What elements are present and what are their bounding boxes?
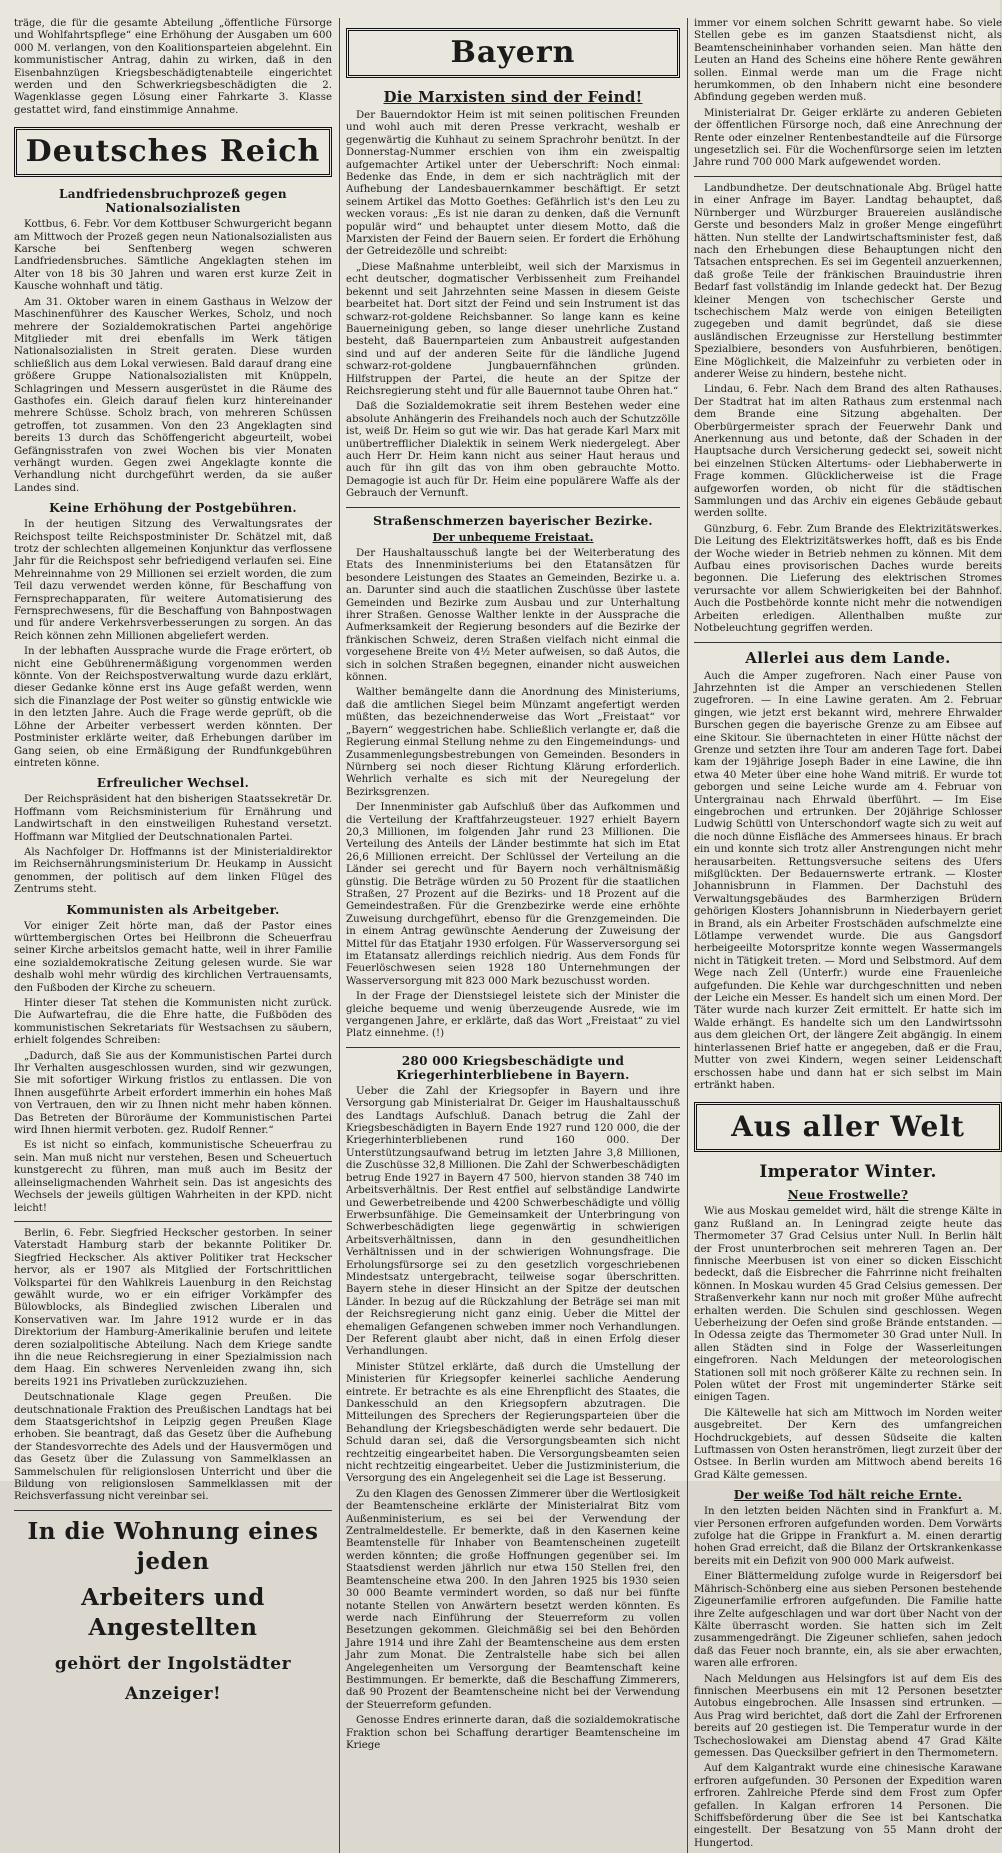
article-paragraph: Deutschnationale Klage gegen Preußen. Die deutschnationale Fraktion des Preußischen Landtags hat bei dem Staatsgerichtshof in Leipzig gegen Preußen Klage erhoben. Sie beantragt, daß das Gesetz über die Aufhebung der Standesvorrechte des Adels und der Hausvermögen und das Gesetz über die Zulassung von Sammelklassen an Sammelschulen für religionslosen Unterricht und über die Bildung von religionslosen Sammelklassen mit der Reichsverfassung nicht vereinbar sei. bbox=[14, 1392, 332, 1503]
article-paragraph: Als Nachfolger Dr. Hoffmanns ist der Ministerialdirektor im Reichsernährungsministerium Dr. Heukamp in Aussicht genommen, der politisch auf dem linken Flügel des Zentrums steht. bbox=[14, 846, 332, 896]
banner-line-1: In die Wohnung eines jeden bbox=[27, 1517, 319, 1575]
divider bbox=[694, 176, 1002, 177]
divider bbox=[346, 507, 680, 508]
article-paragraph: Ministerialrat Dr. Geiger erklärte zu anderen Gebieten der öffentlichen Fürsorge noch, daß eine Anrechnung der Rente oder einzelner Rentenbestandteile auf die Fürsorge ungesetzlich sei. Für die Wochenfürsorge seien im letzten Jahre rund 700 000 Mark aufgewendet worden. bbox=[694, 107, 1002, 169]
article-subtitle-frostwelle: Neue Frostwelle? bbox=[787, 1188, 909, 1203]
article-title-marxisten: Die Marxisten sind der Feind! bbox=[383, 88, 643, 106]
article-paragraph: Minister Stützel erklärte, daß durch die Umstellung der Ministerien für Kriegsopfer keinerlei sachliche Aenderung eintrete. Er betrachte es als eine Ehrenpflicht des Staates, die Dankesschuld an den Kriegsopfern abzutragen. Die Mitteilungen des Sprechers der Regierungsparteien über die Behandlung der Kriegsbeschädigten werde sehr bedauert. Die Schuld daran sei, daß die Versorgungsbeamten sich nicht rechtzeitig eingearbeitet haben. Die Versorgungsbeamten seien nicht rechtzeitig eingearbeitet. Ueber die Justizministerium, die Versorgung des ein Angelegenheit sei die Lage ist Besserung. bbox=[346, 1361, 680, 1485]
article-paragraph: Es ist nicht so einfach, kommunistische Scheuerfrau zu sein. Man muß nicht nur verstehen, Besen und Scheuertuch kunstgerecht zu führen, man muß auch im Besitz der alleinseligmachenden Wahrheit sein. Das ist angesichts des Wechsels der jeweils gültigen Wahrheiten in der KPD. nicht leicht! bbox=[14, 1140, 332, 1214]
section-title-deutsches-reich: Deutsches Reich bbox=[14, 127, 332, 177]
article-paragraph: In den letzten beiden Nächten sind in Frankfurt a. M. vier Personen erfroren aufgefunden worden. Dem Vorwärts zufolge hat die Grippe in Frankfurt a. M. einen derartig hohen Grad erreicht, daß die Bilanz der Ortskrankenkasse bereits mit ein Defizit von 900 000 Mark aufweist. bbox=[694, 1506, 1002, 1567]
banner-line-3: gehört der Ingolstädter Anzeiger! bbox=[54, 1653, 292, 1704]
banner-line-2: Arbeiters und Angestellten bbox=[81, 1583, 265, 1641]
article-paragraph: Ueber die Zahl der Kriegsopfer in Bayern und ihre Versorgung gab Ministerialrat Dr. Geiger im Haushaltausschuß des Landtags Aufschluß. Danach betrug die Zahl der Kriegsbeschädigten in Bayern Ende 1927 rund 120 000, die der Kriegerhinterbliebenen rund 160 000. Der Unterstützungsaufwand betrug im letzten Jahre 3,8 Millionen, die Zuschüsse 32,8 Millionen. Die Zahl der Schwerbeschädigten betrug Ende 1927 in Bayern 47 500, hiervon standen 38 740 im Arbeitsverhältnis. Der Rest entfiel auf selbständige Landwirte und Gewerbetreibende und 4200 Schwerbeschädigte und völlig Erwerbsunfähige. Die Gemeinsamkeit der Unterbringung von Schwerbeschädigten liege gegenwärtig in schwierigen Arbeitsverhältnissen, dann in den gesundheitlichen Verhältnissen und in der schwierigen Wohnungsfrage. Die Erholungsfürsorge sei zu den gesetzlich vorgeschriebenen Mindestsatz untergebracht, teilweise sogar überschritten. Bayern stehe in dieser Hinsicht an der Spitze der deutschen Länder. In bezug auf die Rückzahlung der Beträge sei man mit der Reichsregierung nicht ganz einig. Ueber die Mittel der ehemaligen Gefangenen schweben immer noch Verhandlungen. Der Referent glaubt aber nicht, daß in einen Erfolg dieser Verhandlungen. bbox=[346, 1085, 680, 1358]
article-paragraph: In der Frage der Dienstsiegel leistete sich der Minister die gleiche bequeme und wenig überzeugende Ausrede, wie im vergangenen Jahre, er erklärte, daß das Wort „Freistaat“ zu viel Platz einnehme. (!) bbox=[346, 991, 680, 1040]
article-paragraph: Genosse Endres erinnerte daran, daß die sozialdemokratische Fraktion schon bei Schaffung derartiger Beamtenscheine im Kriege bbox=[346, 1715, 680, 1751]
section-title-bayern: Bayern bbox=[346, 28, 680, 78]
article-paragraph: In der lebhaften Aussprache wurde die Frage erörtert, ob nicht eine Gebührenermäßigung vorgenommen werden könnte. Von der Reichspostverwaltung wurde dazu erklärt, dieser Gedanke könne erst ins Auge gefaßt werden, wenn sich die Finanzlage der Post weiter so günstig entwickle wie in den letzten Jahre. Auch die Frage werde geprüft, ob die Löhne der Arbeiter verbessert werden könnten. Der Postminister erklärte weiter, daß Erhebungen darüber im Gang seien, ob eine Ermäßigung der Rundfunkgebühren eintreten könne. bbox=[14, 646, 332, 769]
article-title-landfriedensbruch: Landfriedensbruchprozeß gegen Nationalsozialisten bbox=[59, 187, 287, 216]
article-paragraph: Lindau, 6. Febr. Nach dem Brand des alten Rathauses. Der Stadtrat hat im alten Rathaus zum erstenmal nach dem Brande eine Sitzung abgehalten. Der Oberbürgermeister sprach der Feuerwehr Dank und Anerkennung aus und betonte, daß der Schaden in der Hauptsache durch Versicherung gedeckt sei, soweit nicht bei einzelnen Stücken Altertums- oder Liebhaberwerte in Frage kommen. Glücklicherweise ist die Frage aufgeworfen worden, ob nicht für die städtischen Sammlungen und das Archiv ein eigenes Gebäude gebaut werden sollte. bbox=[694, 384, 1002, 520]
article-paragraph: Auch die Amper zugefroren. Nach einer Pause von Jahrzehnten ist die Amper an verschiedenen Stellen zugefroren. — In eine Lawine geraten. Am 2. Februar gingen, wie jetzt erst bekannt wird, mehrere Ehrwalder Burschen gegen die bayerische Grenze zu am Eibsee auf eine Skitour. Sie übernachteten in einer Hütte nächst der Grenze und setzten ihre Tour am anderen Tage fort. Dabei kam der 19jährige Joseph Bader in eine Lawine, die ihn etwa 40 Meter über eine hohe Wand mitriß. Er wurde tot geborgen und seine Leiche wurde am 4. Februar von Untergrainau nach Ehrwald überführt. — Im Eise eingebrochen und ertrunken. Der 20jährige Schlosser Ludwig Schüttl von Unterschondorf wagte sich zu weit auf die noch dünne Eisfläche des Ammersees hinaus. Er brach ein und konnte sich trotz aller Anstrengungen nicht mehr herausarbeiten. Rettungsversuche seitens des Ufers mißglückten. Der Bedauernswerte ertrank. — Kloster Johannisbrunn in Flammen. Der Dachstuhl des Verwaltungsgebäudes des Barmherzigen Brüdern gehörigen Klosters Johannisbrunn in Niederbayern geriet in Brand, als ein Arbeiter Frostschäden aufschmelzte eine Lötlampe verwendet wurde. Die aus Gangsdorf herbeigeeilte Motorspritze konnte wegen Wassermangels nicht in Tätigkeit treten. — Mord und Selbstmord. Auf dem Wege nach Zell (Unterfr.) wurde eine Frauenleiche aufgefunden. Die Kehle war durchgeschnitten und neben der Leiche ein Messer. Es handelt sich um einen Mord. Der Täter wurde nach kurzer Zeit ermittelt. Er hatte sich im Walde erhängt. Es handelte sich um den Landwirtssohn aus dem gleichen Ort, der längere Zeit abgängig. In einem hinterlassenen Brief hatte er angegeben, daß er die Frau, Mutter von zwei Kindern, wegen seiner Leidenschaft erschossen habe und dann hat er sich selbst im Main ertränkt haben. bbox=[694, 670, 1002, 1091]
middle-column bbox=[346, 18, 680, 1853]
article-paragraph: immer vor einem solchen Schritt gewarnt habe. So viele Stellen gebe es im ganzen Staatsdienst nicht, als Beamtenscheininhaber vorhanden seien. Man hätte den Leuten an Hand des Scheins eine höhere Rente gewähren sollen. Einmal werde man um die Frage nicht herumkommen, ob den Inhabern nicht eine besondere Abfindung gegeben werden muß. bbox=[694, 18, 1002, 104]
article-title-kommunisten: Kommunisten als Arbeitgeber. bbox=[66, 902, 280, 917]
section-title-aus-aller-welt: Aus aller Welt bbox=[694, 1102, 1002, 1152]
article-paragraph: Berlin, 6. Febr. Siegfried Heckscher gestorben. In seiner Vaterstadt Hamburg starb der bekannte Politiker Dr. Siegfried Heckscher. Als aktiver Politiker trat Heckscher hervor, als er 1907 als Mitglied der Fortschrittlichen Volkspartei für den Wahlkreis Lauenburg in den Reichstag gewählt wurde, wo er ein eifriger Vorkämpfer des Bülowblocks, als Bindeglied zwischen Liberalen und Konservativen war. Im Jahre 1912 wurde er in das Direktorium der Hamburg-Amerikalinie berufen und leitete deren sozialpolitische Abteilung. Nach dem Kriege sandte ihn die neue Reichsregierung in einer Spezialmission nach dem Haag. Ein schweres Nervenleiden zwang ihn, sich bereits 1921 ins Privatleben zurückzuziehen. bbox=[14, 1227, 332, 1388]
article-paragraph: Zu den Klagen des Genossen Zimmerer über die Wertlosigkeit der Beamtenscheine erklärte der Ministerialrat Bitz vom Außenministerium, es sei bei der Verwendung der Zentralmeldestelle. Er bemerkte, daß in den Kasernen keine Beamtenstelle für Inhaber von Beamtenscheinen zugeteilt werden könnten; die große Hoffnungen gegenüber sei. Im Staatsdienst werden jährlich nur etwa 150 Stellen frei, den Beamtenscheine etwa 200. In den Jahren 1925 bis 1930 seien 30 000 Beamte vermindert worden, so daß nur bei fünfte notante Stellen von Anwärtern besetzt werden könnten. Es werde nach Einführung der Steuerreform zu vollen Besetzungen gekommen. Gleichmäßig sei bei den Behörden Jahre 1914 und ihre Zahl der Beamtenscheine aus dem ersten Jahr zum Monat. Die Zentralstelle habe sich bei allen Angelegenheiten um Versorgung der Beamtenschaft keine Bestimmungen. Er bemerkte, daß die Beschaffung Zimmerers, daß 90 Prozent der Beamtenscheine nicht bei der Verwendung der Steuerreform gefunden. bbox=[346, 1488, 680, 1711]
article-title-kriegsbeschaedigte: 280 000 Kriegsbeschädigte und Kriegerhinterbliebene in Bayern. bbox=[396, 1053, 630, 1082]
column-rule bbox=[339, 18, 340, 1853]
article-paragraph: Am 31. Oktober waren in einem Gasthaus in Welzow der Maschinenführer des Kauscher Werkes, Scholz, und noch mehrere der Sozialdemokratischen Partei angehörige Mitglieder mit drei ebenfalls im Werk tätigen Nationalsozialisten in Streit geraten. Diese wurden schließlich aus dem Lokal verwiesen. Bald darauf drang eine größere Gruppe Nationalsozialisten mit Knüppeln, Schlagringen und Messern ausgerüstet in die Räume des Gasthofes ein. Gleich darauf fielen kurz hintereinander mehrere Schüsse. Scholz brach, von mehreren Schüssen getroffen, tot zusammen. Von den 23 Angeklagten sind bereits 13 durch das Schöffengericht abgeurteilt, wobei Gefängnisstrafen von zwei Wochen bis vier Monaten verhängt wurden. Gegen zwei Angeklagte konnte die Verhandlung nicht durchgeführt werden, da sie außer Landes sind. bbox=[14, 296, 332, 494]
article-title-postgebuehren: Keine Erhöhung der Postgebühren. bbox=[49, 501, 297, 516]
article-paragraph: Einer Blättermeldung zufolge wurde in Reigersdorf bei Mährisch-Schönberg eine aus sieben Personen bestehende Zigeunerfamilie erfroren aufgefunden. Die Familie hatte ihre Zelte aufgeschlagen und war dort über Nacht von der Kälte überrascht worden. Sie hatten sich im Zelt zusammengedrängt. Die Zigeuner schliefen, sahen jedoch daß das Feuer noch brannte, ein, als sie aber erwachten, waren alle erfroren. bbox=[694, 1571, 1002, 1670]
article-paragraph: Auf dem Kalgantrakt wurde eine chinesische Karawane erfroren aufgefunden. 30 Personen der Expedition waren erfroren. Zahlreiche Pferde sind dem Frost zum Opfer gefallen. In Kalgan erfroren 14 Personen. Die Schiffsbeförderung über die See ist bei Kantschatka eingestellt. Der Besatzung von 55 Mann droht der Hungertod. bbox=[694, 1763, 1002, 1849]
article-paragraph: In der heutigen Sitzung des Verwaltungsrates der Reichspost teilte Reichspostminister Dr. Schätzel mit, daß trotz der schlechten allgemeinen Konjunktur das verflossene Jahr für die Reichspost sehr befriedigend verlaufen sei. Eine Mehreinnahme von 29 Millionen sei erzielt worden, die zum Teil dazu verwendet werden könne, für Beschaffung von Fernsprechapparaten, für weitere Automatisierung des Fernsprechwesens, für die Beschaffung von Bahnpostwagen und für andere Verkehrsverbesserungen zu sorgen. An das Reich können zehn Millionen abgeliefert werden. bbox=[14, 519, 332, 642]
article-paragraph: Landbundhetze. Der deutschnationale Abg. Brügel hatte in einer Anfrage im Bayer. Landtag behauptet, daß Nürnberger und Würzburger Brauereien ausländische Gerste und besonders Malz in großer Menge eingeführt hätten. Nun stellte der Landwirtschaftsminister fest, daß nach den Erhebungen diese Behauptungen nicht den Tatsachen entsprechen. Es sei im Gegenteil anzuerkennen, daß große Teile der fränkischen Brauindustrie ihren Bedarf fast vollständig im Inlande gedeckt hat. Der Bezug kleiner Mengen von tschechischer Gerste und tschechischem Malz werde von einigen Beteiligten zugegeben und damit begründet, daß sie diese ausländischen Erzeugnisse zur Herstellung bestimmter Spezialbiere, besonders von Ausfuhrbieren, benötigen. Eine Möglichkeit, die Malzeinfuhr zu verbieten oder in anderer Weise zu hindern, bestehe nicht. bbox=[694, 182, 1002, 380]
article-paragraph: „Dadurch, daß Sie aus der Kommunistischen Partei durch Ihr Verhalten ausgeschlossen wurden, sind wir gezwungen, Sie mit sofortiger Wirkung fristlos zu entlassen. Die von Ihnen ausgeführte Arbeit erfordert immerhin ein hohes Maß von Vertrauen, den wir zu Ihnen nicht mehr haben können. Das Betreten der Büroräume der Kommunistischen Partei wird Ihnen hiermit verboten. gez. Rudolf Renner.“ bbox=[14, 1050, 332, 1137]
article-title-weisse-tod: Der weiße Tod hält reiche Ernte. bbox=[733, 1488, 963, 1503]
article-paragraph: Die Kältewelle hat sich am Mittwoch im Norden weiter ausgebreitet. Der Kern des umfangreichen Hochdruckgebiets, auf dessen Südseite die kalten Luftmassen von Osten heranströmen, liegt zurzeit über der Ostsee. In Berlin wurden am Mittwoch abend bereits 16 Grad Kälte gemessen. bbox=[694, 1407, 1002, 1481]
article-title-strassenschmerzen: Straßenschmerzen bayerischer Bezirke. bbox=[373, 513, 653, 528]
column-rule bbox=[687, 18, 688, 1853]
article-title-allerlei: Allerlei aus dem Lande. bbox=[745, 648, 951, 667]
column-grid bbox=[14, 18, 1002, 1849]
article-paragraph: „Diese Maßnahme unterbleibt, weil sich der Marxismus in echt deutscher, dogmatischer Verbissenheit zum Freihandel bekennt und seit Jahrzehnten seine Massen in diesem Geiste bearbeitet hat. Dort sitzt der Feind und sein Instrument ist das schwarz-rot-goldene Reichsbanner. So lange kann es keine Bauerneinigung geben, so lange dieser unehrliche Zustand besteht, daß Bauernparteien zum Anbaustreit aufgestanden sind und auf der anderen Seite für die ländliche Jugend schwarz-rot-goldene Jungbauernfähnchen gründen. Hilfstruppen der Partei, die heute an der Spitze der Reichsregierung steht und für alle Bauernnot taube Ohren hat.“ bbox=[346, 261, 680, 397]
article-paragraph: Wie aus Moskau gemeldet wird, hält die strenge Kälte in ganz Rußland an. In Leningrad zeigte heute das Thermometer 37 Grad Celsius unter Null. In Berlin hält der Frost ununterbrochen seit mehreren Tagen an. Der finnische Meerbusen ist von einer so dicken Eisschicht bedeckt, daß die Eisbrecher die Fahrrinne nicht freihalten können. In Moskau wurden 45 Grad Celsius gemessen. Der Straßenverkehr kann nur noch mit großer Mühe aufrecht erhalten werden. Die Schulen sind geschlossen. Wegen Ueberheizung der Oefen sind große Brände entstanden. — In Odessa zeigte das Thermometer 30 Grad unter Null. In allen Städten sind in Folge der Wasserleitungen eingefroren. Nach Meldungen der meteorologischen Stationen soll mit noch größerer Kälte zu rechnen sein. In Polen wütet der Frost mit ungeminderter Stärke seit einigen Tagen. bbox=[694, 1206, 1002, 1404]
article-paragraph: Der Haushaltausschuß langte bei der Weiterberatung des Etats des Innenministeriums bei den Etatansätzen für besondere Leistungen des Staates an Gemeinden, Bezirke u. a. an. Darunter sind auch die staatlichen Zuschüsse über lastete Gemeinden und Bezirke zum Ausbau und zur Unterhaltung ihrer Straßen. Genosse Walther lenkte in der Aussprache die Aufmerksamkeit der Regierung besonders auf die Bezirke der fränkischen Schweiz, deren Straßen vielfach nicht einmal die vorgesehene Breite von 4½ Meter aufweisen, so daß Autos, die sich in solchen Straßen begegnen, einander nicht ausweichen können. bbox=[346, 548, 680, 684]
right-column bbox=[694, 18, 1002, 1853]
article-paragraph: Der Innenminister gab Aufschluß über das Aufkommen und die Verteilung der Kraftfahrzeugsteuer. 1927 erhielt Bayern 20,3 Millionen, im folgenden Jahr rund 23 Millionen. Die Verteilung des Anteils der Länder bestimmte hat sich im Etat 26,6 Millionen erreicht. Der Schlüssel der Verteilung an die Länder sei gerecht und für Bayern noch verhältnismäßig günstig. Die Beträge würden zu 50 Prozent für die staatlichen Straßen, 27 Prozent auf die Bezirks- und 18 Prozent auf die Gemeindestraßen. Für die Grenzbezirke werde eine erhöhte Zuweisung durchgeführt, ebenso für die Grenzgemeinden. Die in einem Antrag gewünschte Aenderung der Zuweisung der Mittel für das Etatjahr 1930 erfolgen. Für Wasserversorgung sei im Etatansatz allerdings reichlich niedrig. Aus dem Fonds für Feuerlöschwesen seien 1928 180 Unternehmungen der Wasserversorgung mit 823 000 Mark bezuschusst worden. bbox=[346, 802, 680, 987]
article-paragraph: Der Bauerndoktor Heim ist mit seinen politischen Freunden und wohl auch mit deren Presse verkracht, weshalb er gegenwärtig die Kuhhaut zu seinem Sprachrohr benützt. In der Donnerstag-Nummer erschien von ihm ein zweispaltig aufgemachter Artikel unter der Ueberschrift: Noch einmal: Bedenke das Ende, in dem er sich nachträglich mit der Aufhebung der Landesbauernkammer beschäftigt. Er setzt seinem Artikel das Motto Goethes: Gefährlich ist's den Leu zu wecken voraus: „Es ist nie daran zu denken, daß die Vernunft populär wird“ und behauptet unter diesem Motto, daß die Marxisten der Feind der Bauern seien. Er fordert die Erhöhung der Getreidezölle und schreibt: bbox=[346, 110, 680, 258]
divider bbox=[694, 642, 1002, 643]
article-subtitle-freistaat: Der unbequeme Freistaat. bbox=[432, 530, 594, 544]
left-column bbox=[14, 18, 332, 1853]
article-paragraph: Der Reichspräsident hat den bisherigen Staatssekretär Dr. Hoffmann vom Reichsministerium für Ernährung und Landwirtschaft in den einstweiligen Ruhestand versetzt. Hoffmann war Mitglied der Deutschnationalen Partei. bbox=[14, 794, 332, 843]
article-paragraph: Daß die Sozialdemokratie seit ihrem Bestehen weder eine absolute Anhängerin des Freihandels noch auch der Schutzzölle ist, weiß Dr. Heim so gut wie wir. Das hat gerade Karl Marx mit unübertrefflicher Dialektik in seinem Werk niedergelegt. Aber auch Herr Dr. Heim kann nicht aus seiner Haut heraus und auch für ihn gilt das von ihm oben gebrauchte Motto. Demagogie ist auch für Dr. Heim eine populärere Waffe als der Gebrauch der Vernunft. bbox=[346, 401, 680, 500]
divider bbox=[14, 1510, 332, 1511]
article-paragraph: Vor einiger Zeit hörte man, daß der Pastor eines württembergischen Ortes bei Heilbronn die Scheuerfrau seiner Kirche arbeitslos gemacht hatte, weil in ihrer Familie eine sozialdemokratische Zeitung gelesen wurde. Sie war deshalb wohl mehr würdig des kirchlichen Vertrauensamts, den Fußboden der Kirche zu scheuern. bbox=[14, 920, 332, 994]
article-paragraph: Hinter dieser Tat stehen die Kommunisten nicht zurück. Die Aufwartefrau, die die Ehre hatte, die Fußböden des kommunistischen Sekretariats für Westsachsen zu säubern, erhielt folgendes Schreiben: bbox=[14, 998, 332, 1047]
intro-paragraph: träge, die für die gesamte Abteilung „öffentliche Fürsorge und Wohlfahrtspflege“ eine Erhöhung der Ausgaben um 600 000 M. verlangen, von den Koalitionsparteien abgelehnt. Ein kommunistischer Antrag, dahin zu wirken, daß in den Eisenbahnzügen Kriegsbeschädigtenabteile eingerichtet werden und den Schwerkriegsbeschädigten die 2. Wagenklasse gegen Lösung einer Fahrkarte 3. Klasse gestattet wird, fand einstimmige Annahme. bbox=[14, 18, 332, 116]
article-title-wechsel: Erfreulicher Wechsel. bbox=[96, 776, 250, 791]
article-paragraph: Walther bemängelte dann die Anordnung des Ministeriums, daß die amtlichen Siegel beim Münzamt angefertigt werden müßten, das bezeichnenderweise das Wort „Freistaat“ vor „Bayern“ weggestrichen habe. Schließlich verlangte er, daß die Regierung einmal Stellung nehme zu den Eingemeindungs- und Zusammenlegungsbestrebungen von Gemeinden. Besonders in Nürnberg sei noch dieser Richtung Klärung erforderlich. Wehrlich verhalte es sich mit der Neuregelung der Bezirksgrenzen. bbox=[346, 687, 680, 798]
article-paragraph: Kottbus, 6. Febr. Vor dem Kottbuser Schwurgericht begann am Mittwoch der Prozeß gegen neun Nationalsozialisten aus Karsche bei Senftenberg wegen schweren Landfriedensbruches. Sämtliche Angeklagten stehen im Alter von 18 bis 30 Jahren und waren erst kurze Zeit in Kausche wohnhaft und tätig. bbox=[14, 219, 332, 293]
article-paragraph: Nach Meldungen aus Helsingfors ist auf dem Eis des finnischen Meerbusens ein mit 12 Personen besetzter Autobus eingebrochen. Alle Insassen sind ertrunken. — Aus Prag wird berichtet, daß dort die Zahl der Erfrorenen bereits auf 20 gestiegen ist. Die Temperatur wurde in der Tschechoslowakei am Dienstag abend 47 Grad Kälte gemessen. Das Quecksilber gefriert in den Thermometern. bbox=[694, 1673, 1002, 1759]
divider bbox=[346, 1047, 680, 1048]
article-title-imperator-winter: Imperator Winter. bbox=[759, 1162, 937, 1183]
divider bbox=[14, 1221, 332, 1222]
article-paragraph: Günzburg, 6. Febr. Zum Brande des Elektrizitätswerkes. Die Leitung des Elektrizitätswerkes hofft, daß es bis Ende der Woche wieder in Betrieb nehmen zu können. Mit dem Aufbau eines provisorischen Daches wurde bereits begonnen. Die Lieferung des elektrischen Stromes verursachte vor allem Schwierigkeiten bei der Bahnhof. Auch die Postbehörde konnte nicht mehr die notwendigen Arbeiten erledigen. Allenthalben mußte zur Notbeleuchtung gegriffen werden. bbox=[694, 523, 1002, 635]
